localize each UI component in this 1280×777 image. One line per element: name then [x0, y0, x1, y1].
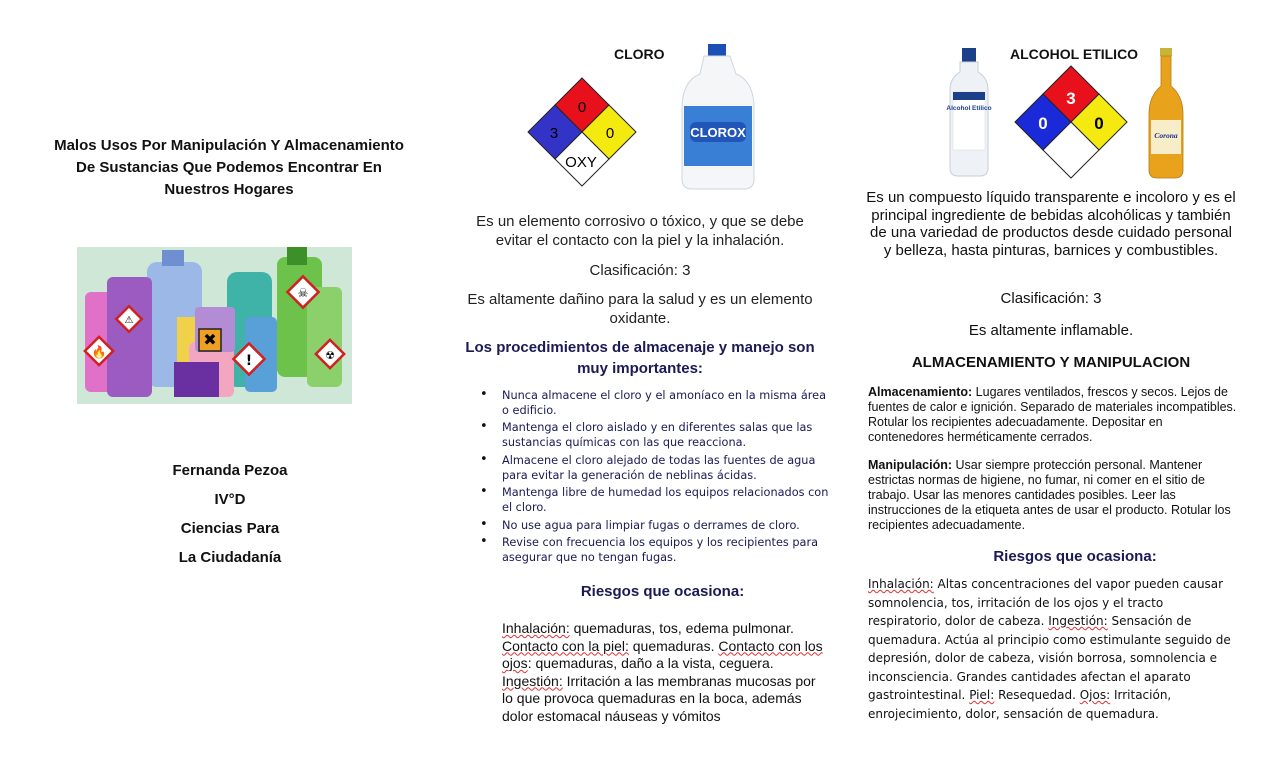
alcohol-storage-text: Almacenamiento: Lugares ventilados, frescos y secos. Lejos de fuentes de calor e ignición. Separado de materiales incompatibles. Rotular los recipientes adecuadamente. Depositar en contenedores herméticamente cerrados.: [868, 385, 1237, 444]
risk-label-piel: Piel:: [969, 688, 995, 702]
risk-label-inhalacion: Inhalación:: [868, 577, 934, 591]
cloro-fire-rating: 0: [577, 99, 587, 116]
chemical-products-illustration: [77, 247, 352, 404]
list-item: • Almacene el cloro alejado de todas las fuentes de agua para evitar la generación de neblinas ácidas.: [480, 453, 830, 483]
alcohol-storage-heading: ALMACENAMIENTO Y MANIPULACION: [911, 354, 1191, 371]
risk-label-ojos: Ojos:: [1079, 688, 1111, 702]
beer-bottle-label: Corona: [1154, 131, 1178, 140]
subject-line-2: La Ciudadanía: [178, 549, 282, 566]
svg-text:✖: ✖: [203, 330, 217, 349]
cloro-description: Es un elemento corrosivo o tóxico, y que se debe evitar el contacto con la piel y la inhalación.: [476, 213, 804, 249]
alcohol-risks-heading: Riesgos que ocasiona:: [993, 548, 1157, 565]
risk-label-piel: Contacto con la piel:: [502, 637, 629, 654]
risk-label-inhalacion: Inhalación:: [502, 620, 570, 636]
cloro-heading: CLORO: [614, 46, 665, 62]
cloro-harm: Es altamente dañino para la salud y es un elemento oxidante.: [467, 291, 813, 327]
course: IV°D: [214, 491, 246, 508]
alcohol-reactivity-rating: 0: [1094, 114, 1104, 133]
alcohol-handling-text: Manipulación: Usar siempre protección personal. Mantener estrictas normas de higiene, no fumar, ni comer en el sitio de trabajo. Usar las menores cantidades posibles. Leer las instrucciones de la etiqueta antes de usar el producto. Rotular los recipientes adecuadamente.: [868, 458, 1231, 532]
alcohol-flammable: Es altamente inflamable.: [968, 322, 1134, 339]
list-item: • Revise con frecuencia los equipos y los recipientes para asegurar que no tengan fugas.: [480, 535, 830, 565]
beer-bottle-image: [1148, 48, 1184, 178]
cloro-risks-text: Inhalación: quemaduras, tos, edema pulmonar. Contacto con la piel: quemaduras. Contacto con los ojos: quemaduras, daño a la vista, ceguera. Ingestión: Irritación a las membranas mucosas por lo que provoca quemaduras en la boca, además dolor estomacal náuseas y vómitos: [502, 620, 823, 724]
cloro-classification: Clasificación: 3: [589, 262, 691, 279]
alcohol-bottle-label: Alcohol Etílico: [946, 105, 992, 112]
svg-text:🔥: 🔥: [91, 345, 107, 359]
risk-label-ingestion: Ingestión:: [502, 672, 563, 689]
list-item: • Mantenga libre de humedad los equipos relacionados con el cloro.: [480, 485, 830, 515]
cloro-health-rating: 3: [549, 125, 559, 142]
cloro-procedures-list: [480, 388, 830, 567]
cloro-special-rating: OXY: [565, 154, 597, 171]
alcohol-bottle-image: [946, 48, 992, 176]
alcohol-classification: Clasificación: 3: [1000, 290, 1102, 307]
svg-text:⚠: ⚠: [124, 315, 134, 326]
alcohol-fire-rating: 3: [1066, 89, 1076, 108]
cloro-risks-heading: Riesgos que ocasiona:: [580, 583, 745, 600]
alcohol-health-rating: 0: [1038, 114, 1048, 133]
clorox-bottle-image: [680, 44, 756, 190]
subject-line-1: Ciencias Para: [180, 520, 280, 537]
alcohol-nfpa-diamond: [1014, 64, 1128, 178]
risk-label-ingestion: Ingestión:: [1048, 614, 1108, 628]
alcohol-description: Es un compuesto líquido transparente e incoloro y es el principal ingrediente de bebidas alcohólicas y también de una variedad de productos desde cuidado personal y belleza, hasta pinturas, barnices y combustibles.: [866, 189, 1236, 259]
cloro-nfpa-diamond: [526, 76, 638, 188]
clorox-label: CLOROX: [690, 125, 746, 140]
svg-text:!: !: [245, 353, 253, 369]
svg-text:☢: ☢: [325, 349, 335, 362]
cloro-reactivity-rating: 0: [605, 125, 615, 142]
brochure-title: Malos Usos Por Manipulación Y Almacenamiento De Sustancias Que Podemos Encontrar En Nuestros Hogares: [54, 137, 404, 198]
list-item: • No use agua para limpiar fugas o derrames de cloro.: [480, 518, 830, 533]
risk-label-ojos: Contacto con los ojos: [502, 637, 823, 671]
alcohol-risks-text: Inhalación: Altas concentraciones del vapor pueden causar somnolencia, tos, irritación de los ojos y el tracto respiratorio, dolor de cabeza. Ingestión: Sensación de quemadura. Actúa al principio como estimulante seguido de depresión, dolor de cabeza, visión borrosa, somnolencia e inconsciencia. Grandes cantidades afectan el aparato gastrointestinal. Piel: Resequedad. Ojos: Irritación, enrojecimiento, dolor, sensación de quemadura.: [868, 577, 1231, 721]
author-name: Fernanda Pezoa: [172, 462, 288, 479]
list-item: • Mantenga el cloro aislado y en diferentes salas que las sustancias químicas con las que reacciona.: [480, 420, 830, 450]
svg-text:☠: ☠: [297, 286, 309, 300]
list-item: • Nunca almacene el cloro y el amoníaco en la misma área o edificio.: [480, 388, 830, 418]
alcohol-heading: ALCOHOL ETILICO: [1010, 46, 1139, 62]
cloro-procedures-heading: Los procedimientos de almacenaje y manejo son muy importantes:: [465, 339, 815, 377]
